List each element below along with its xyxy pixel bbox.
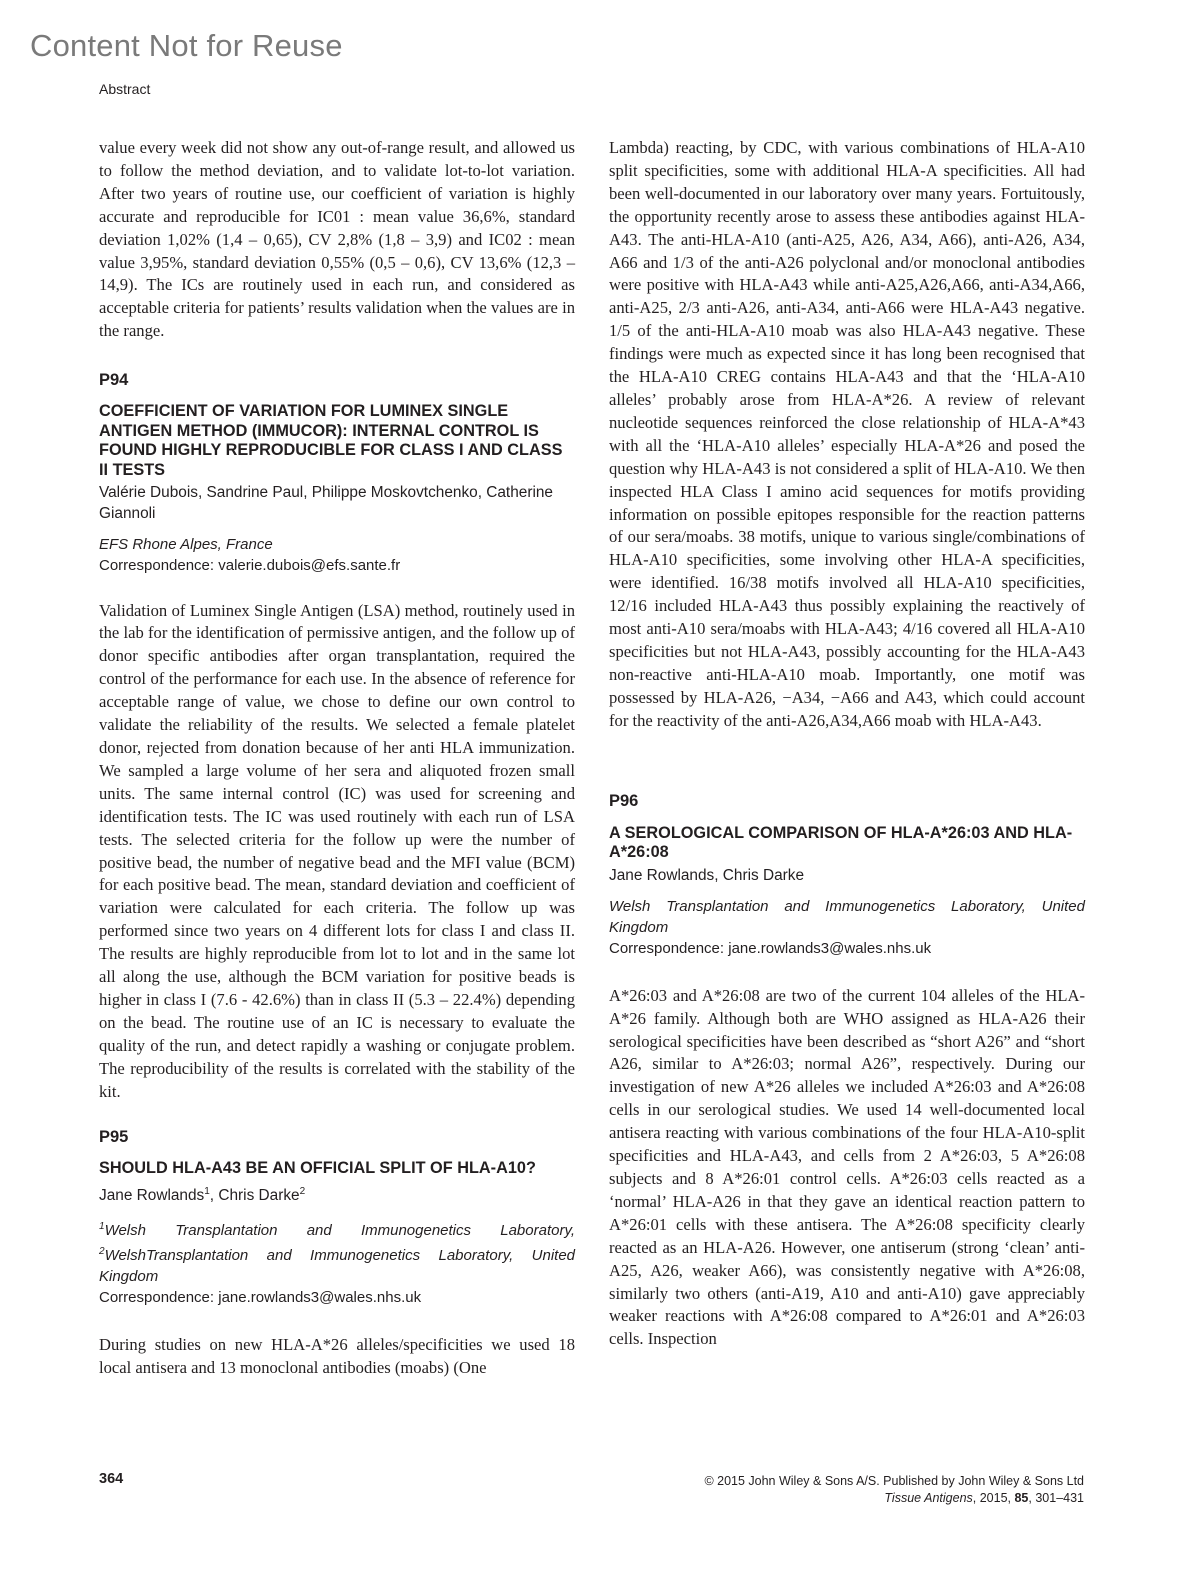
abstract-affiliation-p96: Welsh Transplantation and Immunogenetics Laboratory, United Kingdom [609,897,1085,936]
continued-abstract-text: value every week did not show any out-of-range result, and allowed us to follow the method deviation, and to validate lot-to-lot variation. After two years of routine use, our coefficient of variation is highly accurate and reproducible for IC01 : mean value 36,6%, standard deviation 1,02% (1,4 – 0,65), CV 2,8% (1,8 – 3,9) and IC02 : mean value 3,95%, standard deviation 0,55% (0,5 – 0,6), CV 13,6% (12,3 – 14,9). The ICs are routinely used in each run, and considered as acceptable criteria for patients’ results validation when the values are in the range. [99,138,575,341]
abstract-body-p95-part1: During studies on new HLA-A*26 alleles/specificities we used 18 local antisera and 13 monoclonal antibodies (moabs) (One [99,1335,575,1377]
abstract-authors-p95 [99,1181,575,1206]
abstract-body-p96: A*26:03 and A*26:08 are two of the current 104 alleles of the HLA-A*26 family. Although both are WHO assigned as HLA-A26 their serological specificities have been described as “short A26” and “short A26, similar to A*26:03; normal A26”, respectively. During our investigation of new A*26 alleles we included A*26:03 and A*26:08 cells in our serological studies. We used 14 well-documented local antisera reacting with various combinations of the four HLA-A10-split specificities and HLA-A43, and cells from 2 A*26:03, 5 A*26:08 subjects and 8 A*26:01 control cells. A*26:03 cells reacted as a ‘normal’ HLA-A26 in that they gave an identical reaction pattern to A*26:01 cells with these antisera. The A*26:08 specificity clearly reacted as an HLA-A26. However, one antiserum (strong ‘clean’ anti-A25, A26, weaker A66), was consistently negative with A*26:08, similarly two others (anti-A19, A10 and anti-A10) gave appreciably weaker reactions with A*26:08 compared to A*26:01 and A*26:03 cells. Inspection [609,985,1085,1349]
affil-marker: 2 [99,1246,105,1258]
journal-name: Tissue Antigens [884,1491,973,1505]
journal-volume: 85 [1014,1491,1029,1505]
author-affil-marker: 2 [299,1186,306,1198]
affil-marker: 1 [99,1221,105,1233]
left-column [99,137,575,1380]
abstract-code-p96: P96 [609,791,639,810]
abstract-body-p94: Validation of Luminex Single Antigen (LSA) method, routinely used in the lab for the identification of permissive antigen, and the follow up of donor specific antibodies after organ transplantation, required the control of the performance for each use. In the absence of reference for acceptable range of value, we chose to define our own control to validate the reliability of the results. We selected a female platelet donor, rejected from donation because of her anti HLA immunization. We sampled a large volume of her sera and aliquoted frozen small units. The same internal control (IC) was used for screening and identification tests. The IC was used routinely with each run of LSA tests. The selected criteria for the follow up were the number of positive bead, the number of negative bead and the MFI value (BCM) for each positive bead. The mean, standard deviation and coefficient of variation were calculated for each criteria. The follow up was performed since two years on 4 different lots for class I and class II. The results are highly reproducible from lot to lot and in the same lot all along the use, although the BCM variation for positive beads is higher in class I (7.6 - 42.6%) than in class II (5.3 – 22.4%) depending on the bead. The routine use of an IC is necessary to evaluate the quality of the run, and detect rapidly a washing or conjugate problem. The reproducibility of the results is correlated with the stability of the kit. [99,600,575,1101]
abstract-code-p94: P94 [99,371,129,390]
journal-year: , 2015, [972,1491,1015,1505]
author-name: Chris Darke [218,1187,300,1205]
author-separator: , [209,1187,219,1205]
abstract-affiliation-p95 [99,1216,575,1287]
abstract-body-p95-part2: Lambda) reacting, by CDC, with various combinations of HLA-A10 split specificities, some with additional HLA-A specificities. All had been well-documented in our laboratory over many years. Fortuitously, the opportunity recently arose to assess these antibodies against HLA-A43. The anti-HLA-A10 (anti-A25, A26, A34, A66), anti-A26, A34, A66 and 1/3 of the anti-A26 polyclonal and/or monoclonal antibodies were positive with HLA-A43 while anti-A25,A26,A66, anti-A34,A66, anti-A25, 2/3 anti-A26, anti-A34, anti-A66 were HLA-A43 negative. 1/5 of the anti-HLA-A10 moab was also HLA-A43 negative. These findings were much as expected since it has long been recognised that the HLA-A10 CREG contains HLA-A43 and that the ‘HLA-A10 alleles’ probably arose from HLA-A*26. A review of relevant nucleotide sequences reinforced the close relationship of HLA-A*43 with all the ‘HLA-A10 alleles’ especially HLA-A*26 and posed the question why HLA-A43 is not considered a split of HLA-A10. We then inspected HLA Class I amino acid sequences for motifs providing information on possible epitopes responsible for the reaction patterns of our sera/moabs. 38 motifs, unique to various single/combinations of HLA-A10 specificities, some involving other HLA-A specificities, were identified. 16/38 motifs involved all HLA-A10 specificities, 12/16 included HLA-A43 thus possibly explaining the reactively of most anti-A10 sera/moabs with HLA-A43; 4/16 covered all HLA-A10 specificities but not HLA-A43, possibly accounting for the HLA-A43 non-reactive anti-HLA-A10 moab. Importantly, one motif was possessed by HLA-A26, −A34, −A66 and A43, which could account for the reactivity of the anti-A26,A34,A66 moab with HLA-A43. [609,138,1085,730]
affil-text: WelshTransplantation and Immunogenetics Laboratory, United Kingdom [99,1247,575,1286]
abstract-correspondence-p94: Correspondence: valerie.dubois@efs.sante.fr [99,556,401,574]
abstract-correspondence-p95: Correspondence: jane.rowlands3@wales.nhs.uk [99,1289,422,1307]
journal-citation [704,1490,1084,1507]
abstract-authors-p96: Jane Rowlands, Chris Darke [609,866,805,884]
author-affil-marker: 1 [204,1186,210,1198]
abstract-title-p95: SHOULD HLA-A43 BE AN OFFICIAL SPLIT OF HLA-A10? [99,1159,536,1178]
copyright-line: © 2015 John Wiley & Sons A/S. Published by John Wiley & Sons Ltd [704,1474,1084,1488]
page-number: 364 [99,1471,124,1487]
author-name: Jane Rowlands [99,1187,205,1205]
right-column [609,137,1085,1351]
watermark: Content Not for Reuse [30,28,343,63]
abstract-affiliation-p94: EFS Rhone Alpes, France [99,535,273,553]
running-head: Abstract [99,81,151,97]
abstract-code-p95: P95 [99,1128,129,1147]
abstract-authors-p94: Valérie Dubois, Sandrine Paul, Philippe Moskovtchenko, Catherine Giannoli [99,483,553,522]
journal-pages: , 301–431 [1028,1491,1084,1505]
footer-citation [704,1473,1084,1507]
abstract-correspondence-p96: Correspondence: jane.rowlands3@wales.nhs.uk [609,939,932,957]
abstract-title-p96: A SEROLOGICAL COMPARISON OF HLA-A*26:03 AND HLA-A*26:08 [609,823,1073,862]
affil-text: Welsh Transplantation and Immunogenetics Laboratory, [104,1222,575,1240]
abstract-title-p94: COEFFICIENT OF VARIATION FOR LUMINEX SINGLE ANTIGEN METHOD (IMMUCOR): INTERNAL CONTROL IS FOUND HIGHLY REPRODUCIBLE FOR CLASS I AND CLASS II TESTS [99,402,563,479]
